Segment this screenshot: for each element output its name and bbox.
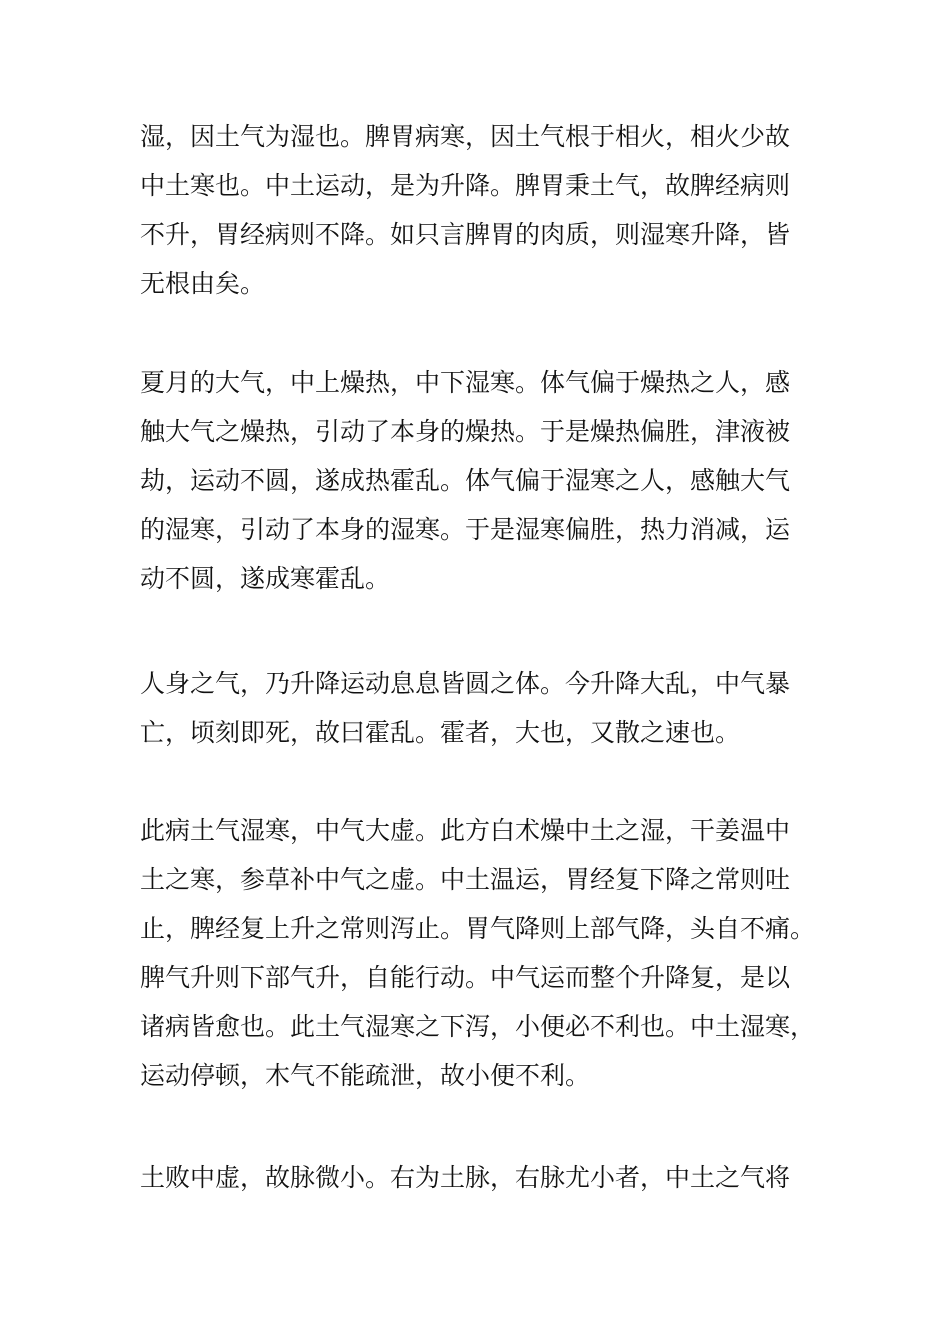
text-line: 湿，因土气为湿也。脾胃病寒，因土气根于相火，相火少故 (140, 122, 791, 151)
text-line: 土败中虚，故脉微小。右为土脉，右脉尤小者，中土之气将 (140, 1163, 791, 1192)
text-line: 触大气之燥热，引动了本身的燥热。于是燥热偏胜，津液被 (140, 417, 791, 446)
text-line: 的湿寒，引动了本身的湿寒。于是湿寒偏胜，热力消减，运 (140, 515, 791, 544)
text-line: 无根由矣。 (140, 269, 266, 298)
text-line: 此病土气湿寒，中气大虚。此方白术燥中土之湿，干姜温中 (140, 816, 791, 845)
paragraph-3 (140, 659, 830, 757)
text-line: 中土寒也。中土运动，是为升降。脾胃秉土气，故脾经病则 (140, 171, 791, 200)
paragraph-2 (140, 358, 830, 603)
text-line: 诸病皆愈也。此土气湿寒之下泻，小便必不利也。中土湿寒， (140, 1012, 816, 1041)
paragraph-5 (140, 1153, 830, 1202)
text-line: 亡，顷刻即死，故曰霍乱。霍者，大也，又散之速也。 (140, 718, 741, 747)
text-line: 运动停顿，木气不能疏泄，故小便不利。 (140, 1061, 591, 1090)
text-line: 止，脾经复上升之常则泻止。胃气降则上部气降，头自不痛。 (140, 914, 816, 943)
text-line: 劫，运动不圆，遂成热霍乱。体气偏于湿寒之人，感触大气 (140, 466, 791, 495)
text-line: 夏月的大气，中上燥热，中下湿寒。体气偏于燥热之人，感 (140, 368, 791, 397)
text-line: 动不圆，遂成寒霍乱。 (140, 564, 391, 593)
text-line: 不升，胃经病则不降。如只言脾胃的肉质，则湿寒升降，皆 (140, 220, 791, 249)
paragraph-1 (140, 112, 830, 308)
text-line: 人身之气，乃升降运动息息皆圆之体。今升降大乱，中气暴 (140, 669, 791, 698)
paragraph-4 (140, 806, 830, 1100)
text-line: 脾气升则下部气升，自能行动。中气运而整个升降复，是以 (140, 963, 791, 992)
text-line: 土之寒，参草补中气之虚。中土温运，胃经复下降之常则吐 (140, 865, 791, 894)
